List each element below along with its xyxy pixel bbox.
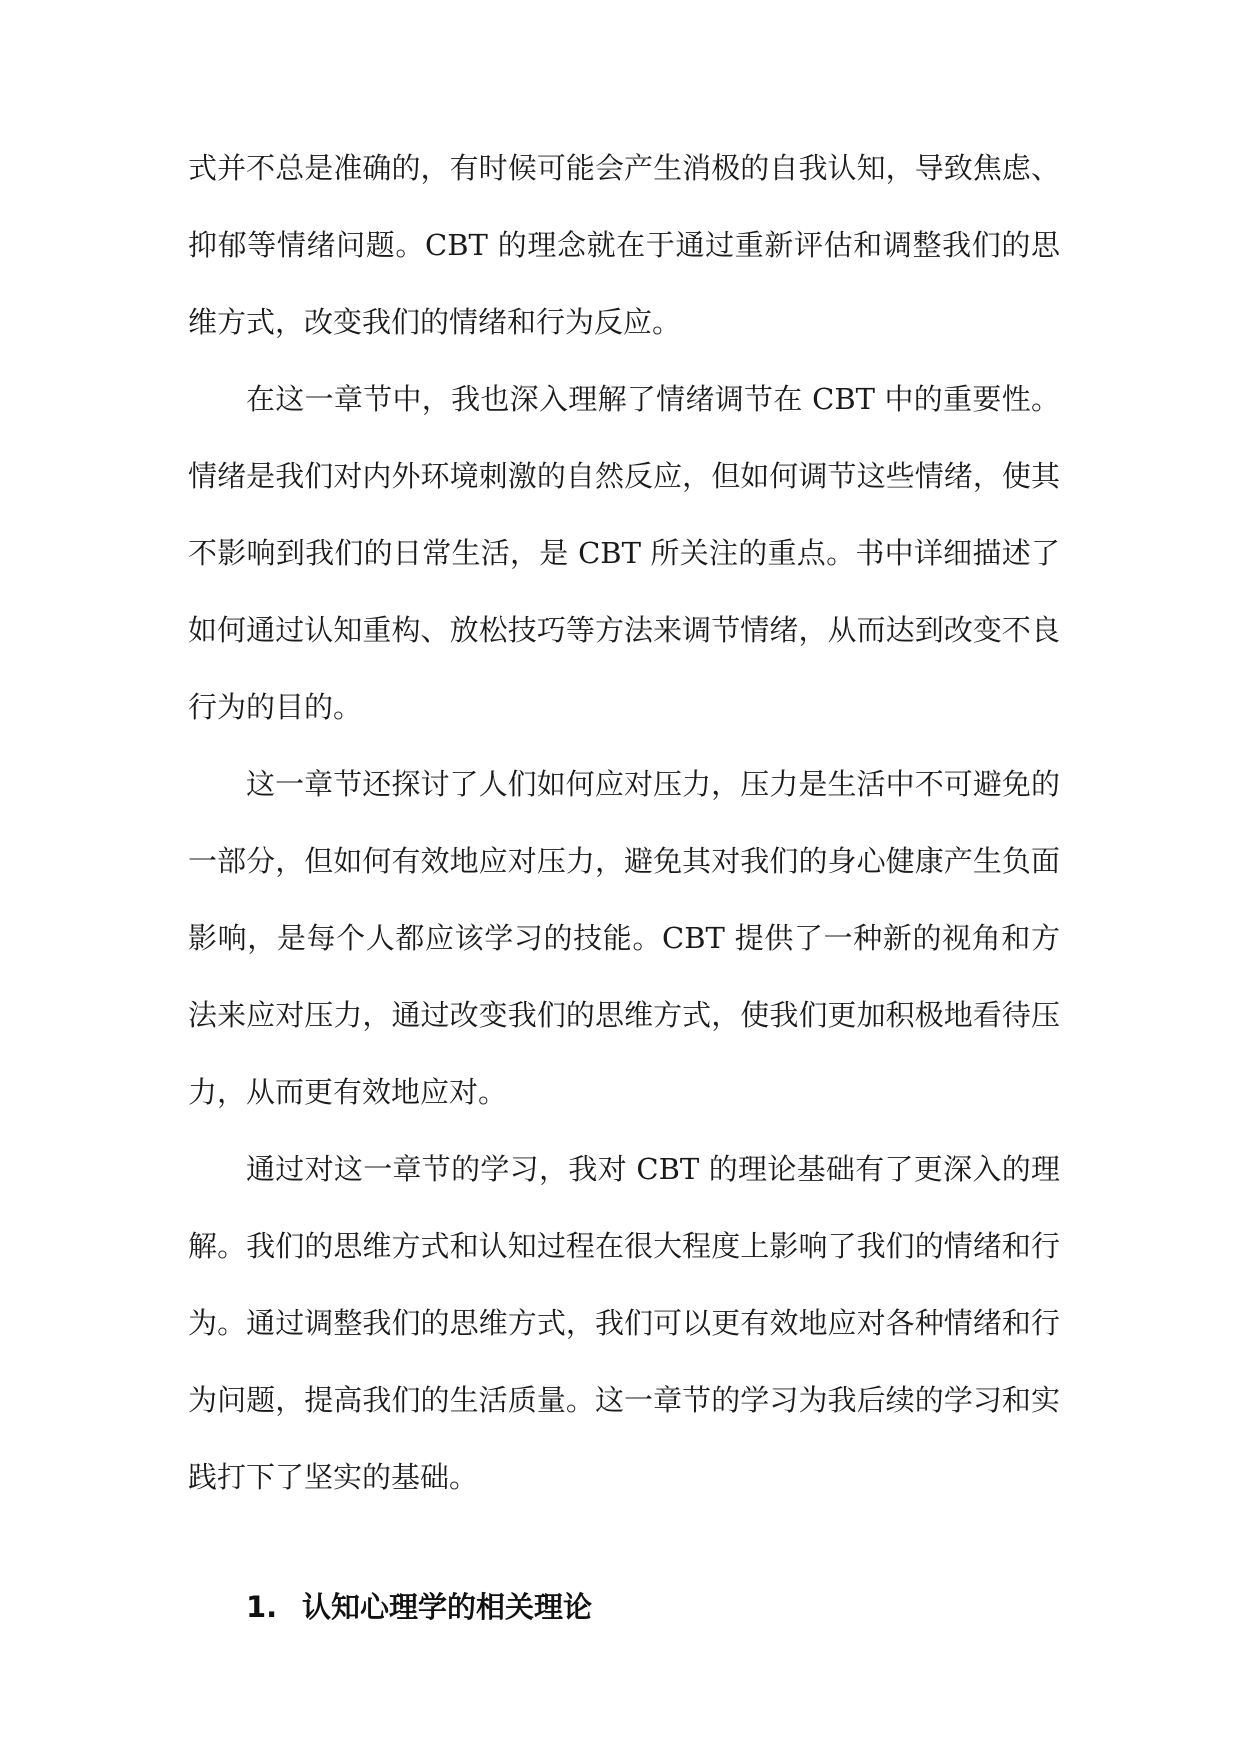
body-paragraph-2: 在这一章节中，我也深入理解了情绪调节在 CBT 中的重要性。情绪是我们对内外环境刺激的自然反应，但如何调节这些情绪，使其不影响到我们的日常生活，是 CBT 所关注的重点。书中详细描述了如何通过认知重构、放松技巧等方法来调节情绪，从而达到改变不良行为的目的。: [188, 382, 1060, 724]
section-heading-number: 1.: [246, 1590, 278, 1624]
section-heading-title: 认知心理学的相关理论: [302, 1590, 593, 1624]
document-body: [188, 130, 1060, 1646]
body-paragraph-3: 这一章节还探讨了人们如何应对压力，压力是生活中不可避免的一部分，但如何有效地应对压力，避免其对我们的身心健康产生负面影响，是每个人都应该学习的技能。CBT 提供了一种新的视角和方法来应对压力，通过改变我们的思维方式，使我们更加积极地看待压力，从而更有效地应对。: [188, 767, 1060, 1109]
body-paragraph-1: 式并不总是准确的，有时候可能会产生消极的自我认知，导致焦虑、抑郁等情绪问题。CBT 的理念就在于通过重新评估和调整我们的思维方式，改变我们的情绪和行为反应。: [188, 151, 1060, 339]
section-heading: [188, 1569, 1060, 1646]
body-paragraph-4: 通过对这一章节的学习，我对 CBT 的理论基础有了更深入的理解。我们的思维方式和认知过程在很大程度上影响了我们的情绪和行为。通过调整我们的思维方式，我们可以更有效地应对各种情绪和行为问题，提高我们的生活质量。这一章节的学习为我后续的学习和实践打下了坚实的基础。: [188, 1152, 1060, 1494]
